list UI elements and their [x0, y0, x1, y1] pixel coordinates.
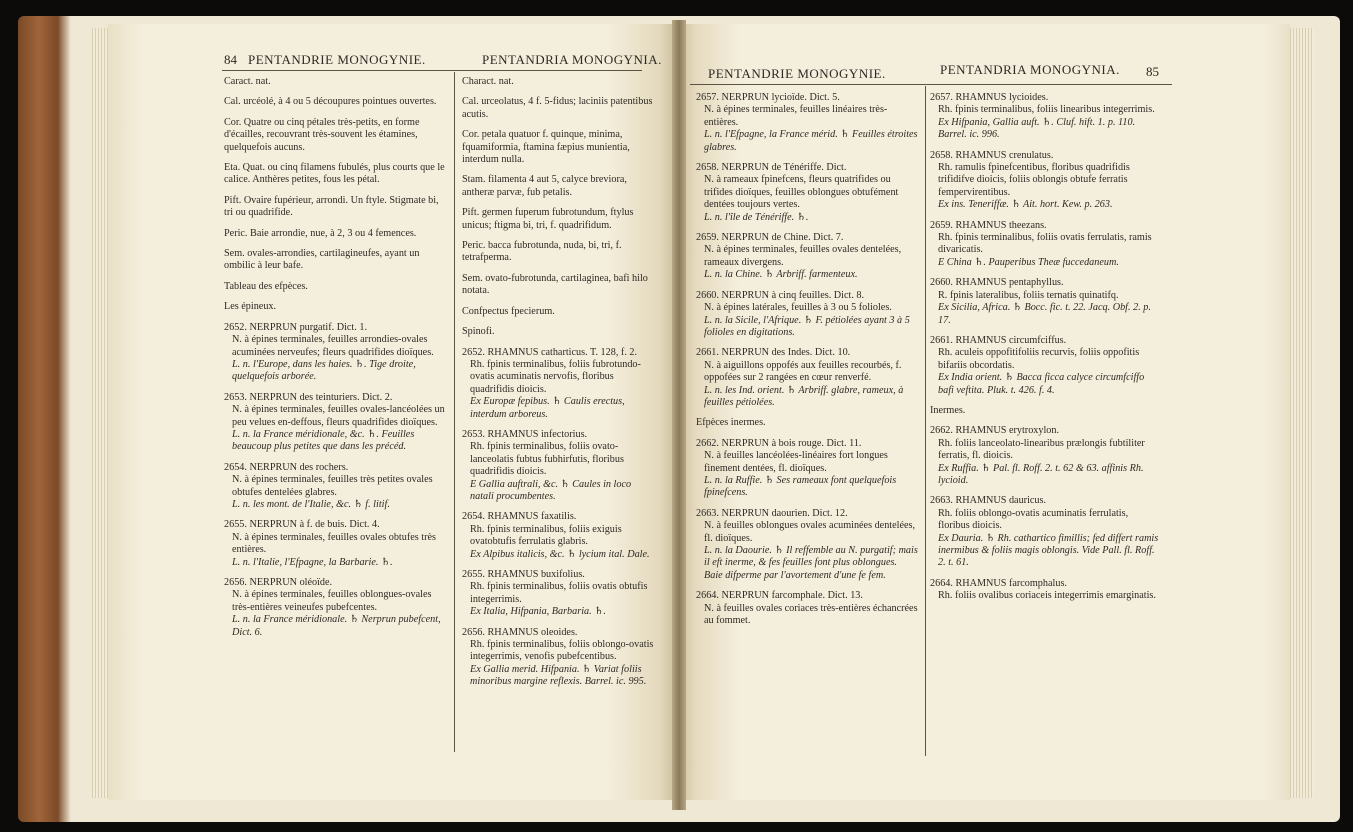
right-la-entry	[930, 335, 1162, 397]
right-la-entry-description: Rh. ramulis fpinefcentibus, floribus quadrifidis trifidifve dioicis, foliis oblongis obtufe ferratis fempervirentibus.	[938, 162, 1130, 198]
left-page-french-column	[224, 76, 446, 647]
left-la-entry	[462, 429, 656, 503]
right-la-entry-title: 2664. RHAMNUS farcomphalus.	[930, 577, 1067, 589]
left-la-entry	[462, 207, 656, 232]
left-la-entry-title: 2655. RHAMNUS buxifolius.	[462, 569, 585, 580]
right-fr-entry-habitat: L. n. l'Efpagne, la France mérid. ♄ Feuilles étroites glabres.	[704, 129, 918, 153]
left-fr-entry	[224, 392, 446, 454]
book-gutter	[672, 20, 686, 810]
left-la-entry-title: 2653. RHAMNUS infectorius.	[462, 428, 588, 440]
left-la-entry	[462, 240, 656, 265]
right-la-entry	[930, 495, 1162, 569]
left-la-entry	[462, 511, 656, 561]
column-divider-left	[454, 72, 455, 752]
left-fr-entry-description: N. à épines terminales, feuilles oblongues-ovales très-entières veineufes pubefcentes.	[232, 589, 432, 613]
left-fr-entry	[224, 301, 446, 313]
left-fr-entry	[224, 577, 446, 639]
right-la-entry-title: 2662. RHAMNUS erytroxylon.	[930, 425, 1060, 437]
left-fr-entry-habitat: L. n. les mont. de l'Italie, &c. ♄ f. litif.	[232, 498, 390, 510]
left-la-entry-title: 2654. RHAMNUS faxatilis.	[462, 511, 577, 523]
right-la-entry	[930, 277, 1162, 327]
left-fr-entry	[224, 96, 446, 108]
left-la-entry-habitat: Ex Alpibus italicis, &c. ♄ lycium ital. Dale.	[470, 548, 650, 560]
right-la-entry-habitat: E China ♄. Pauperibus Theæ fuccedaneum.	[938, 256, 1119, 268]
right-fr-entry	[696, 232, 918, 282]
left-fr-entry-title: 2653. NERPRUN des teinturiers. Dict. 2.	[224, 391, 393, 403]
left-fr-entry	[224, 228, 446, 240]
header-rule-right	[690, 84, 1172, 85]
left-la-entry	[462, 174, 656, 199]
right-fr-entry-habitat: L. n. la Ruffie. ♄ Ses rameaux font quelquefois fpinefcens.	[704, 474, 897, 499]
left-la-entry-habitat: Ex Europæ fepibus. ♄ Caulis erectus, interdum arboreus.	[470, 396, 625, 420]
left-fr-entry-title: Pift. Ovaire fupérieur, arrondi. Un ftyle. Stigmate bi, tri ou quadrifide.	[224, 194, 439, 219]
right-fr-entry	[696, 590, 918, 627]
left-fr-entry-title: Eta. Quat. ou cinq filamens fubulés, plus courts que le calice. Anthères petites, fous les pétal.	[224, 162, 445, 186]
right-la-entry-description: Rh. fpinis terminalibus, foliis linearibus integerrimis.	[938, 104, 1155, 116]
left-fr-entry-title: 2654. NERPRUN des rochers.	[224, 461, 349, 473]
right-la-entry-description: Rh. foliis ovalibus coriaceis integerrimis emarginatis.	[938, 590, 1156, 602]
left-la-entry-habitat: E Gallia auftrali, &c. ♄ Caules in loco natali procumbentes.	[470, 478, 632, 502]
right-la-entry	[930, 578, 1162, 603]
left-la-entry-title: Cal. urceolatus, 4 f. 5-fidus; laciniis patentibus acutis.	[462, 96, 653, 120]
page-edges-left	[92, 28, 108, 798]
right-fr-entry	[696, 438, 918, 500]
page-edges-right	[1290, 28, 1314, 798]
running-head-right-la: PENTANDRIA MONOGYNIA.	[940, 62, 1120, 77]
left-la-entry	[462, 347, 656, 421]
left-la-entry	[462, 306, 656, 318]
right-fr-entry-description: N. à feuilles oblongues ovales acuminées dentelées, fl. dioïques.	[704, 520, 916, 544]
left-la-entry-title: Confpectus fpecierum.	[462, 305, 555, 317]
left-fr-entry-description: N. à épines terminales, feuilles très petites ovales obtufes dentelées glabres.	[232, 474, 433, 498]
left-la-entry-title: Spinofi.	[462, 326, 495, 338]
left-la-entry-title: Stam. filamenta 4 aut 5, calyce breviora, antheræ parvæ, fub petalis.	[462, 174, 627, 198]
page-number-left: 84	[224, 52, 237, 67]
left-la-entry	[462, 273, 656, 298]
right-la-entry-title: 2657. RHAMNUS lycioides.	[930, 92, 1049, 103]
right-la-entry-description: Rh. foliis lanceolato-linearibus prælongis fubtiliter ferratis, fl. dioicis.	[938, 437, 1145, 462]
right-fr-entry-habitat: L. n. la Chine. ♄ Arbriff. farmenteux.	[704, 269, 858, 281]
right-fr-entry-description: N. à épines terminales, feuilles ovales dentelées, rameaux divergens.	[704, 244, 902, 268]
right-la-entry-habitat: Ex Ruffia. ♄ Pal. fl. Roff. 2. t. 62 & 63. affinis Rh. lycioid.	[938, 462, 1144, 486]
right-la-entry	[930, 405, 1162, 417]
right-fr-entry-description: N. à aiguillons oppofés aux feuilles recourbés, f. oppofées sur 2 rangées en cœur renverfé.	[704, 359, 902, 384]
right-fr-entry-habitat: L. n. l'île de Ténériffe. ♄.	[704, 211, 809, 223]
right-page-french-column	[696, 92, 918, 635]
right-la-entry-description: Rh. aculeis oppofitifoliis recurvis, foliis oppofitis bifariis obcordatis.	[938, 347, 1140, 371]
right-la-entry-habitat: Ex Sicilia, Africa. ♄ Bocc. fic. t. 22. Jacq. Obf. 2. p. 17.	[938, 302, 1151, 326]
running-head-left-la: PENTANDRIA MONOGYNIA.	[482, 52, 662, 67]
left-la-entry-habitat: Ex Italia, Hifpania, Barbaria. ♄.	[470, 606, 606, 618]
right-la-entry-title: 2663. RHAMNUS dauricus.	[930, 495, 1047, 507]
left-fr-entry-description: N. à épines terminales, feuilles ovales obtufes très entières.	[232, 531, 436, 556]
right-la-entry	[930, 92, 1162, 142]
right-la-entry-title: 2658. RHAMNUS crenulatus.	[930, 149, 1054, 161]
right-fr-entry-title: Efpèces inermes.	[696, 417, 766, 429]
left-fr-entry	[224, 322, 446, 384]
left-fr-entry-description: N. à épines terminales, feuilles ovales-lancéolées un peu velues en-deffous, fleurs quadrifides dioïques.	[232, 404, 445, 428]
right-la-entry	[930, 425, 1162, 487]
left-page-latin-column	[462, 76, 656, 697]
right-la-entry	[930, 150, 1162, 212]
right-fr-entry-title: 2660. NERPRUN à cinq feuilles. Dict. 8.	[696, 289, 865, 301]
left-la-entry-description: Rh. fpinis terminalibus, foliis ovatis obtufis integerrimis.	[470, 581, 648, 605]
left-la-entry-title: Sem. ovato-fubrotunda, cartilaginea, bafi hilo notata.	[462, 272, 648, 297]
left-fr-entry-title: Tableau des efpèces.	[224, 280, 308, 292]
left-fr-entry	[224, 76, 446, 88]
left-fr-entry-habitat: L. n. la France méridionale, &c. ♄. Feuilles beaucoup plus petites que dans les précéd.	[232, 428, 415, 453]
left-la-entry	[462, 76, 656, 88]
left-fr-entry-habitat: L. n. l'Italie, l'Efpagne, la Barbarie. ♄.	[232, 556, 393, 568]
right-la-entry-habitat: Ex India orient. ♄ Bacca ficca calyce circumfciffo bafi veftita. Pluk. t. 426. f. 4.	[938, 372, 1145, 396]
left-fr-entry	[224, 162, 446, 187]
left-la-entry-description: Rh. fpinis terminalibus, foliis oblongo-ovatis integerrimis, venofis pubefcentibus.	[470, 639, 654, 663]
right-fr-entry-title: 2663. NERPRUN daourien. Dict. 12.	[696, 507, 848, 519]
right-fr-entry-habitat: L. n. la Daourie. ♄ Il reffemble au N. purgatif; mais il eft inerme, & fes feuilles font plus oblongues. Baie difperme par l'avortement d'une fe fem.	[704, 545, 918, 581]
right-la-entry-description: Rh. fpinis terminalibus, foliis ovatis ferrulatis, ramis divaricatis.	[938, 232, 1152, 256]
left-fr-entry	[224, 117, 446, 154]
right-la-entry-title: 2659. RHAMNUS theezans.	[930, 219, 1047, 231]
right-fr-entry	[696, 290, 918, 340]
left-la-entry	[462, 627, 656, 689]
right-la-entry	[930, 220, 1162, 270]
right-fr-entry-description: N. à rameaux fpinefcens, fleurs quatrifides ou trifides dioïques, feuilles oblongues obtufément dentées toujours vertes.	[704, 174, 899, 211]
left-la-entry-title: 2656. RHAMNUS oleoides.	[462, 626, 578, 638]
left-fr-entry	[224, 462, 446, 512]
left-la-entry-title: Peric. bacca fubrotunda, nuda, bi, tri, f. tetrafperma.	[462, 240, 622, 264]
right-la-entry-habitat: Ex Hifpania, Gallia auft. ♄. Cluf. hift. 1. p. 110. Barrel. ic. 996.	[938, 116, 1136, 141]
right-la-entry-habitat: Ex Dauria. ♄ Rh. cathartico fimillis; fed differt ramis inermibus & foliis magis oblongis. Vide Pall. fl. Roff. 2. t. 61.	[938, 532, 1159, 569]
right-fr-entry-habitat: L. n. la Sicile, l'Afrique. ♄ F. pétiolées ayant 3 à 5 folioles en digitations.	[704, 314, 910, 338]
running-head-right-fr: PENTANDRIE MONOGYNIE.	[708, 66, 886, 81]
left-fr-entry-title: Cor. Quatre ou cinq pétales très-petits, en forme d'écailles, recouvrant très-souvent les étamines, quelquefois aucuns.	[224, 116, 420, 153]
running-head-left-fr: PENTANDRIE MONOGYNIE.	[248, 52, 426, 67]
right-la-entry-title: 2661. RHAMNUS circumfciffus.	[930, 334, 1067, 346]
left-la-entry-description: Rh. fpinis terminalibus, foliis ovato-lanceolatis fubtus fubhirfutis, floribus quadrifidis dioicis.	[470, 441, 624, 478]
right-fr-entry-title: 2659. NERPRUN de Chine. Dict. 7.	[696, 232, 844, 244]
right-fr-entry	[696, 417, 918, 429]
left-fr-entry-title: 2656. NERPRUN oléoïde.	[224, 577, 333, 588]
page-number-right: 85	[1146, 64, 1159, 79]
left-fr-entry	[224, 519, 446, 569]
left-la-entry-description: Rh. fpinis terminalibus, foliis fubrotundo-ovatis acuminatis nervofis, floribus quadrifidis dioicis.	[470, 358, 641, 395]
left-fr-entry	[224, 281, 446, 293]
left-fr-entry-habitat: L. n. la France méridionale. ♄ Nerprun pubefcent, Dict. 6.	[232, 614, 441, 638]
right-fr-entry	[696, 508, 918, 582]
right-fr-entry	[696, 92, 918, 154]
left-fr-entry-description: N. à épines terminales, feuilles arrondies-ovales acuminées nerveufes; fleurs quadrifides dioïques.	[232, 334, 434, 358]
right-la-entry-title: 2660. RHAMNUS pentaphyllus.	[930, 277, 1064, 289]
left-la-entry-title: Cor. petala quatuor f. quinque, minima, fquamiformia, ftamina fæpius munientia, interdum nulla.	[462, 129, 630, 166]
left-la-entry	[462, 96, 656, 121]
right-fr-entry-description: N. à épines latérales, feuilles à 3 ou 5 folioles.	[704, 302, 892, 314]
right-fr-entry-title: 2658. NERPRUN de Ténériffe. Dict.	[696, 162, 847, 174]
right-fr-entry	[696, 162, 918, 224]
right-fr-entry-title: 2664. NERPRUN farcomphale. Dict. 13.	[696, 590, 863, 602]
header-rule-left	[222, 70, 642, 71]
left-fr-entry-title: Peric. Baie arrondie, nue, à 2, 3 ou 4 femences.	[224, 227, 417, 239]
left-la-entry	[462, 569, 656, 619]
left-fr-entry-title: Les épineux.	[224, 301, 277, 313]
right-page-latin-column	[930, 92, 1162, 611]
right-fr-entry	[696, 347, 918, 409]
right-la-entry-habitat: Ex ins. Teneriffæ. ♄ Ait. hort. Kew. p. 263.	[938, 199, 1113, 211]
right-fr-entry-description: N. à épines terminales, feuilles linéaires très-entières.	[704, 104, 888, 128]
left-fr-entry	[224, 248, 446, 273]
left-fr-entry-title: Sem. ovales-arrondies, cartilagineufes, ayant un ombilic à leur bafe.	[224, 248, 420, 272]
right-la-entry-description: Rh. foliis oblongo-ovatis acuminatis ferrulatis, floribus dioicis.	[938, 507, 1129, 532]
left-fr-entry-title: Cal. urcéolé, à 4 ou 5 découpures pointues ouvertes.	[224, 96, 437, 108]
right-fr-entry-title: 2657. NERPRUN lycioïde. Dict. 5.	[696, 92, 840, 103]
right-fr-entry-description: N. à feuilles lancéolées-linéaires fort longues finement dentées, fl. dioïques.	[704, 450, 888, 474]
left-la-entry	[462, 326, 656, 338]
left-la-entry-title: Pift. germen fuperum fubrotundum, ftylus unicus; ftigma bi, tri, f. quadrifidum.	[462, 207, 634, 231]
left-la-entry-title: 2652. RHAMNUS catharticus. T. 128, f. 2.	[462, 346, 638, 358]
left-fr-entry-title: 2652. NERPRUN purgatif. Dict. 1.	[224, 321, 367, 333]
right-fr-entry-title: 2661. NERPRUN des Indes. Dict. 10.	[696, 347, 851, 359]
column-divider-right	[925, 86, 926, 756]
left-la-entry-description: Rh. fpinis terminalibus, foliis exiguis ovatobtufis ferrulatis glabris.	[470, 523, 622, 548]
right-fr-entry-title: 2662. NERPRUN à bois rouge. Dict. 11.	[696, 437, 862, 449]
left-fr-entry-habitat: L. n. l'Europe, dans les haies. ♄. Tige droite, quelquefois arborée.	[232, 358, 416, 383]
right-fr-entry-habitat: L. n. les Ind. orient. ♄ Arbriff. glabre, rameux, à feuilles pétiolées.	[704, 384, 904, 408]
left-la-entry	[462, 129, 656, 166]
right-fr-entry-description: N. à feuilles ovales coriaces très-entières échancrées au fommet.	[704, 602, 918, 627]
right-la-entry-title: Inermes.	[930, 404, 966, 416]
left-fr-entry	[224, 195, 446, 220]
left-la-entry-habitat: Ex Gallia merid. Hifpania. ♄ Variat foliis minoribus margine reflexis. Barrel. ic. 995.	[470, 663, 647, 688]
left-fr-entry-title: Caract. nat.	[224, 76, 271, 87]
left-fr-entry-title: 2655. NERPRUN à f. de buis. Dict. 4.	[224, 519, 380, 531]
left-la-entry-title: Charact. nat.	[462, 76, 514, 87]
right-la-entry-description: R. fpinis lateralibus, foliis ternatis quinatifq.	[938, 289, 1119, 301]
